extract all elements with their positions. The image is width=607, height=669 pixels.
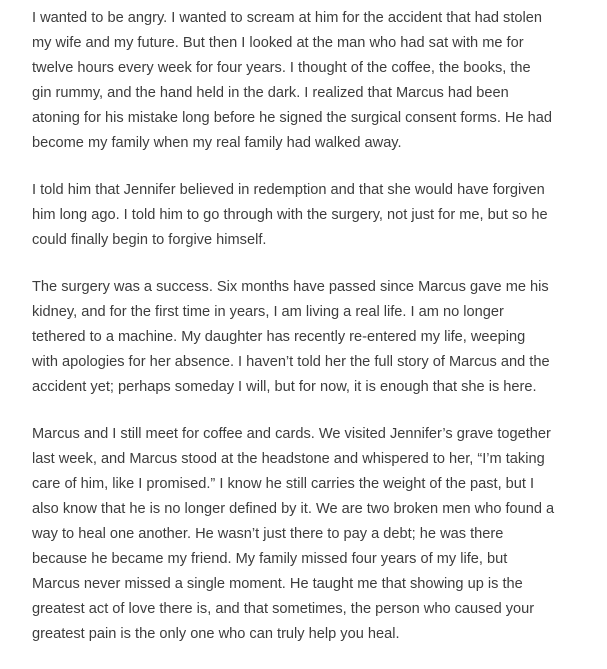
paragraph xyxy=(32,275,592,400)
text-line: greatest act of love there is, and that sometimes, the person who caused your xyxy=(32,601,535,617)
text-line: Marcus never missed a single moment. He taught me that showing up is the xyxy=(32,576,523,592)
text-line: care of him, like I promised.” I know he still carries the weight of the past, but I xyxy=(32,476,535,492)
paragraph xyxy=(32,178,592,253)
text-line: greatest pain is the only one who can truly help you heal. xyxy=(32,626,400,642)
paragraph xyxy=(32,6,592,156)
text-line: gin rummy, and the hand held in the dark. I realized that Marcus had been xyxy=(32,85,509,101)
text-line: twelve hours every week for four years. I thought of the coffee, the books, the xyxy=(32,60,531,76)
text-line: him long ago. I told him to go through with the surgery, not just for me, but so he xyxy=(32,207,548,223)
text-line: way to heal one another. He wasn’t just there to pay a debt; he was there xyxy=(32,526,504,542)
text-line: The surgery was a success. Six months have passed since Marcus gave me his xyxy=(32,279,549,295)
text-line: because he became my friend. My family missed four years of my life, but xyxy=(32,551,508,567)
text-line: kidney, and for the first time in years, I am living a real life. I am no longer xyxy=(32,304,504,320)
text-line: atoning for his mistake long before he signed the surgical consent forms. He had xyxy=(32,110,552,126)
text-line: Marcus and I still meet for coffee and cards. We visited Jennifer’s grave together xyxy=(32,426,551,442)
text-line: last week, and Marcus stood at the headstone and whispered to her, “I’m taking xyxy=(32,451,545,467)
text-line: I wanted to be angry. I wanted to scream at him for the accident that had stolen xyxy=(32,10,542,26)
story-text xyxy=(32,0,592,669)
text-line: accident yet; perhaps someday I will, but for now, it is enough that she is here. xyxy=(32,379,537,395)
text-line: also know that he is no longer defined by it. We are two broken men who found a xyxy=(32,501,555,517)
text-line: could finally begin to forgive himself. xyxy=(32,232,267,248)
text-line: my wife and my future. But then I looked at the man who had sat with me for xyxy=(32,35,524,51)
text-line: tethered to a machine. My daughter has recently re-entered my life, weeping xyxy=(32,329,526,345)
paragraph xyxy=(32,422,592,647)
text-line: become my family when my real family had walked away. xyxy=(32,135,402,151)
text-line: I told him that Jennifer believed in redemption and that she would have forgiven xyxy=(32,182,545,198)
text-line: with apologies for her absence. I haven’t told her the full story of Marcus and the xyxy=(32,354,550,370)
